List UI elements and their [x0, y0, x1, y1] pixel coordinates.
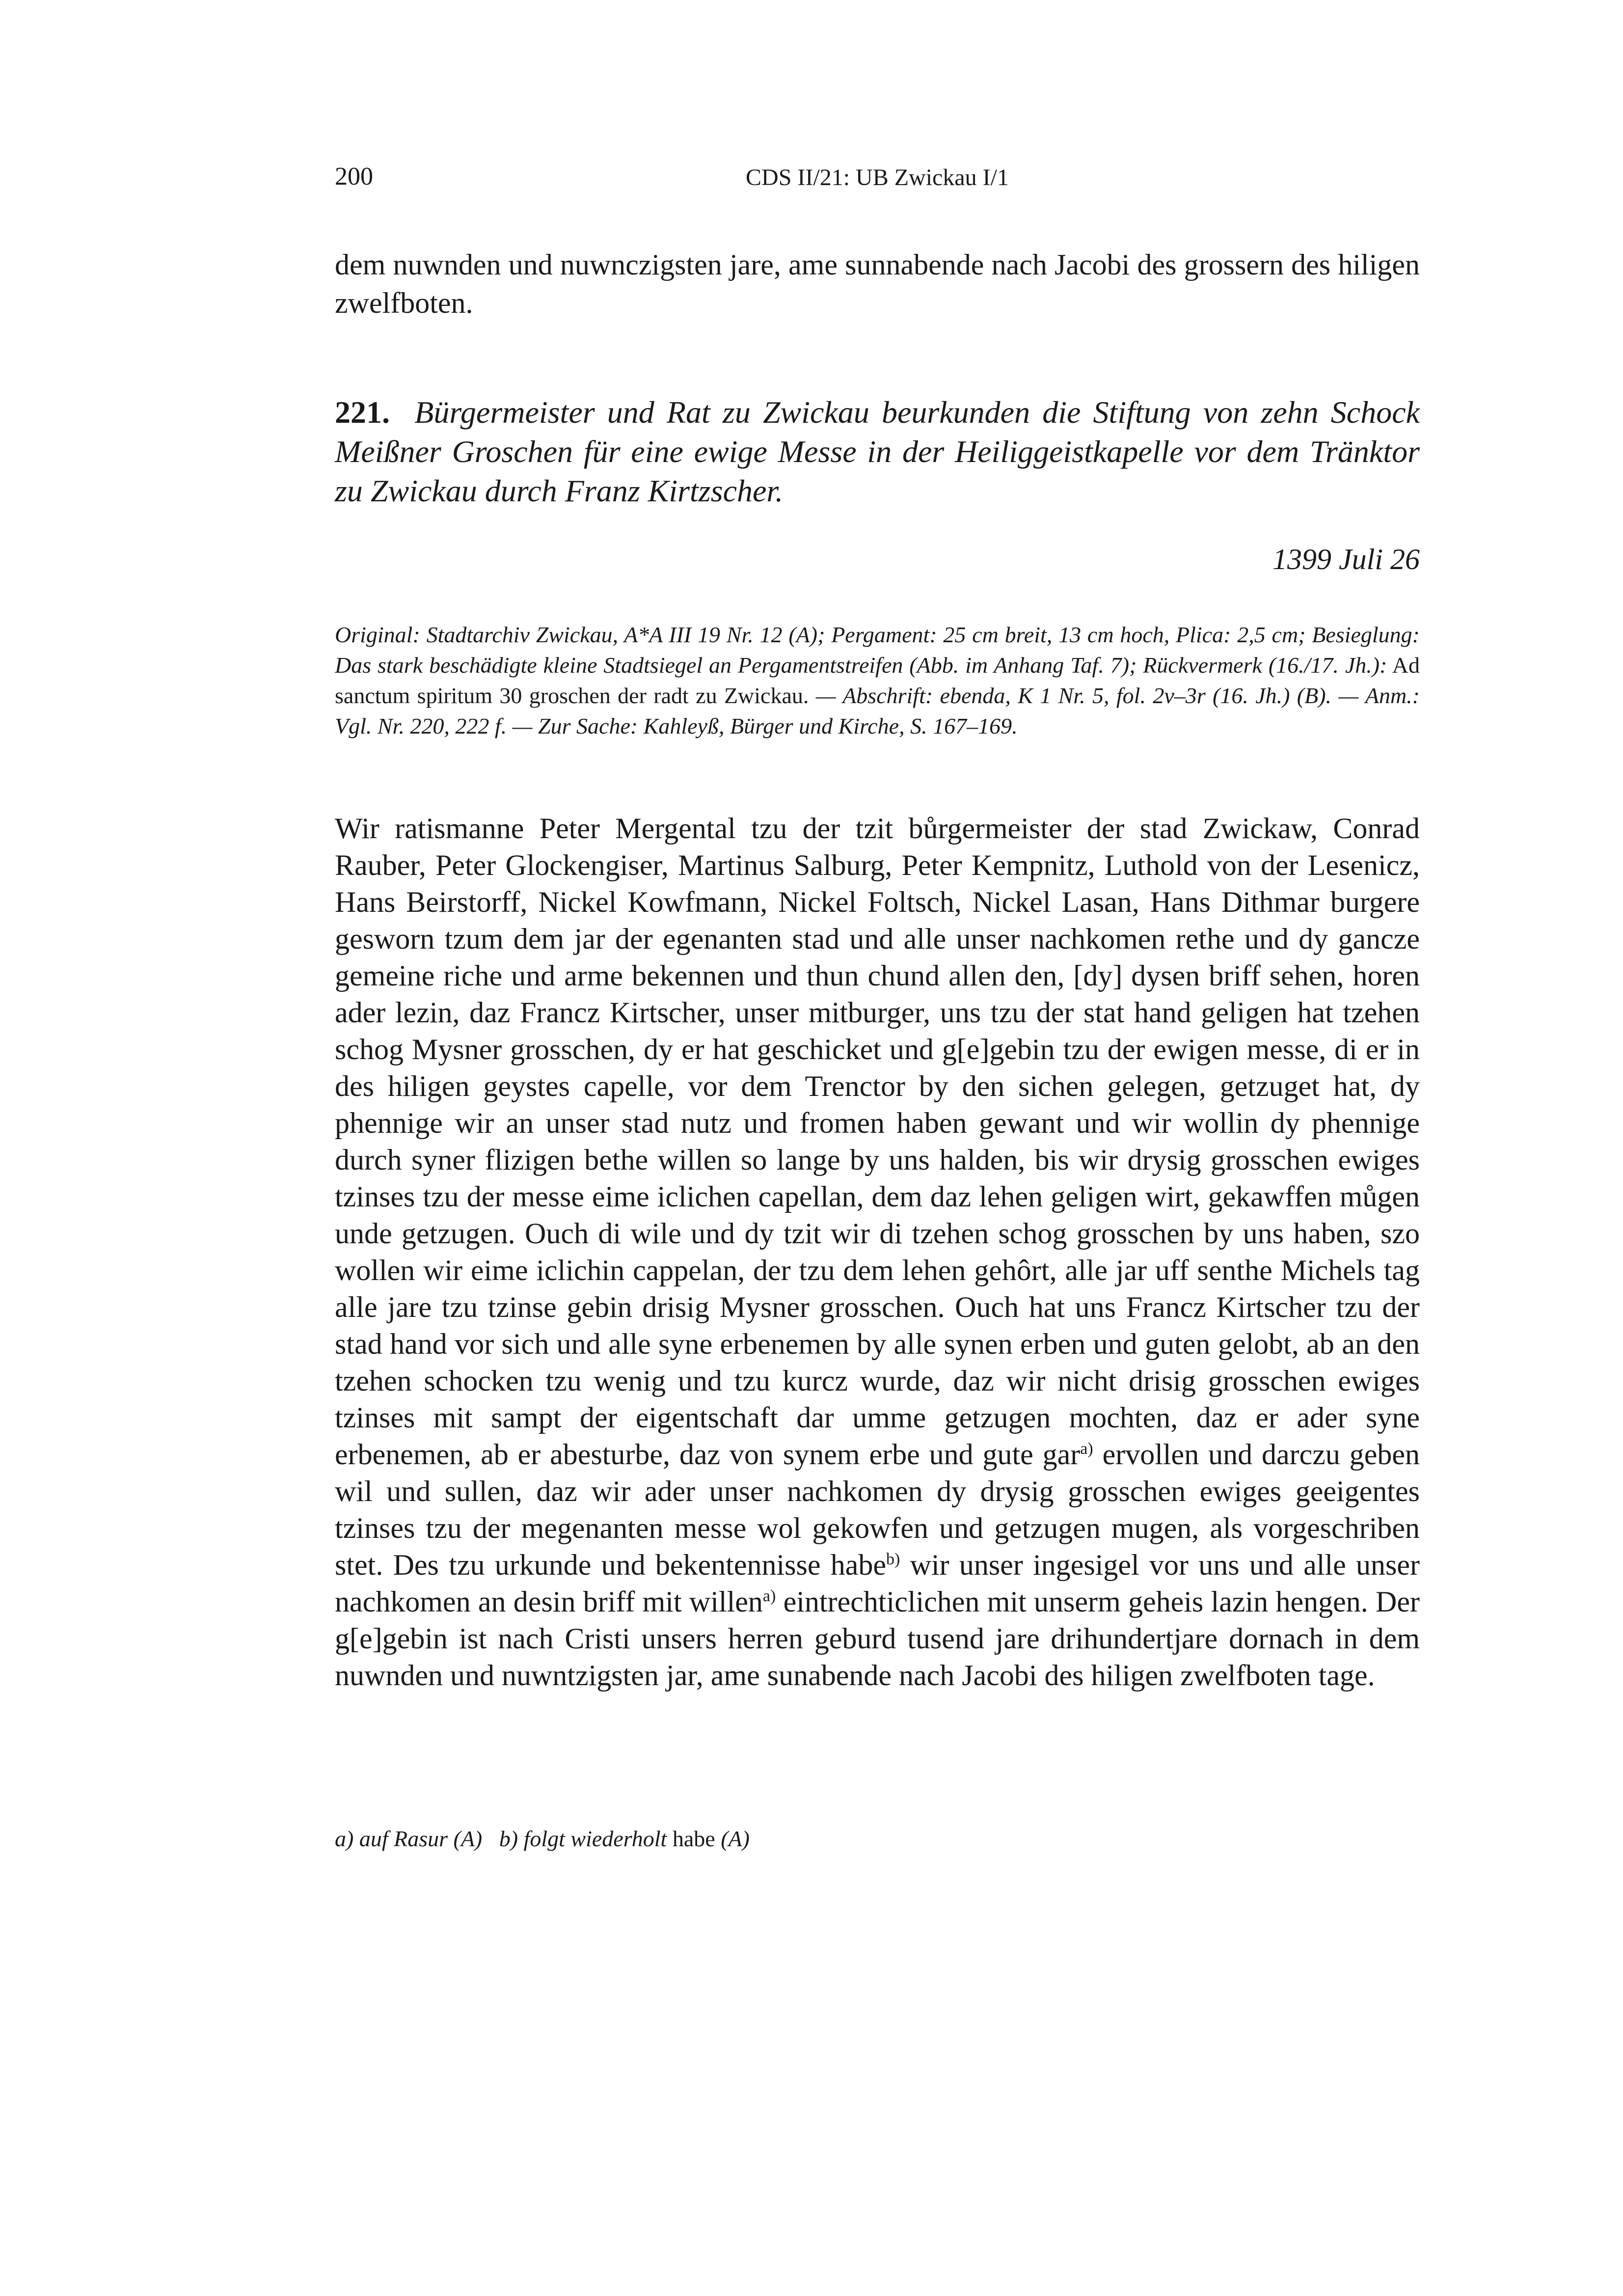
- tradition-dorsal-note: Ad sanctum spiritum 30 groschen der radt zu Zwickau.: [335, 653, 1420, 708]
- document-regest: Bürgermeister und Rat zu Zwickau beurkunden die Stiftung von zehn Schock Meißner Groschen für eine ewige Messe in der Heiliggeistkapelle vor dem Tränktor zu Zwickau durch Franz Kirtzscher.: [335, 395, 1420, 508]
- tradition-apparatus: [335, 620, 1420, 741]
- tradition-copy-notes: — Abschrift: ebenda, K 1 Nr. 5, fol. 2v–3r (16. Jh.) (B). — Anm.: Vgl. Nr. 220, 222 f. — Zur Sache: Kahleyß, Bürger und Kirche, S. 167–169.: [335, 683, 1420, 738]
- document-heading: [335, 393, 1420, 511]
- footnote-marker-b: b): [886, 1550, 900, 1568]
- page-number: 200: [335, 163, 373, 191]
- footnote-marker-a: a): [762, 1587, 776, 1605]
- previous-document-end: dem nuwnden und nuwnczigsten jare, ame sunnabende nach Jacobi des grossern des hiligen zwelfboten.: [335, 248, 1420, 319]
- charter-text-segment: eintrechticlichen mit unserm geheis lazin hengen. Der g[e]gebin ist nach Cristi unsers herren geburd tusend jare drihundertjare dornach in dem nuwnden und nuwntzigsten jar, ame sunabende nach Jacobi des hiligen zwelfboten tage.: [335, 1585, 1420, 1692]
- footnote-marker-a: a): [1080, 1440, 1093, 1458]
- document-date: 1399 Juli 26: [1272, 543, 1420, 575]
- charter-text-segment: wir unser ingesigel vor uns und alle unser nachkomen an desin briff mit willen: [335, 1549, 1420, 1618]
- running-head: CDS II/21: UB Zwickau I/1: [746, 164, 1009, 191]
- charter-text-segment: ervollen und darczu geben wil und sullen, daz wir ader unser nachkomen dy drysig grosschen ewiges geeigentes tzinses tzu der megenanten messe wol gekowfen und getzugen mugen, als vorgeschriben stet. Des tzu urkunde und bekentennisse habe: [335, 1438, 1420, 1581]
- page-header: [335, 162, 1420, 206]
- charter-text-segment: Wir ratismanne Peter Mergental tzu der tzit bůrgermeister der stad Zwickaw, Conrad Rauber, Peter Glockengiser, Martinus Salburg, Peter Kempnitz, Luthold von der Lesenicz, Hans Beirstorff, Nickel Kowfmann, Nickel Foltsch, Nickel Lasan, Hans Dithmar burgere gesworn tzum dem jar der egenanten stad und alle unser nachkomen rethe und dy gancze gemeine riche und arme bekennen und thun chund allen den, [dy] dysen briff sehen, horen ader lezin, daz Francz Kirtscher, unser mitburger, uns tzu der stat hand geligen hat tzehen schog Mysner grosschen, dy er hat geschicket und g[e]gebin tzu der ewigen messe, di er in des hiligen geystes capelle, vor dem Trenctor by den sichen gelegen, getzuget hat, dy phennige wir an unser stad nutz und fromen haben gewant und wir wollin dy phennige durch syner flizigen bethe willen so lange by uns halden, bis wir drysig grosschen ewiges tzinses tzu der messe eime iclichen capellan, dem daz lehen geligen wirt, gekawffen můgen unde getzugen. Ouch di wile und dy tzit wir di tzehen schog grosschen by uns haben, szo wollen wir eime iclichin cappelan, der tzu dem lehen gehôrt, alle jar uff senthe Michels tag alle jare tzu tzinse gebin drisig Mysner grosschen. Ouch hat uns Francz Kirtscher tzu der stad hand vor sich und alle syne erbenemen by alle synen erben und guten gelobt, ab an den tzehen schocken tzu wenig und tzu kurcz wurde, daz wir nicht drisig grosschen ewiges tzinses mit sampt der eigentschaft dar umme getzugen mochten, daz er ader syne erbenemen, ab er abesturbe, daz von synem erbe und gute gar: [335, 812, 1420, 1471]
- footnote-b: b) folgt wiederholt: [499, 1826, 667, 1851]
- charter-text: [335, 810, 1420, 1694]
- footnote-a: a) auf Rasur (A): [335, 1826, 483, 1851]
- footnotes: [335, 1824, 1420, 1854]
- footnote-b-siglum: (A): [715, 1826, 750, 1851]
- document-number: 221.: [335, 395, 390, 430]
- footnote-b-word: habe: [667, 1826, 715, 1851]
- tradition-original: Original: Stadtarchiv Zwickau, A*A III 19 Nr. 12 (A); Pergament: 25 cm breit, 13 cm hoch, Plica: 2,5 cm; Besieglung: Das stark beschädigte kleine Stadtsiegel an Pergamentstreifen (Abb. im Anhang Taf. 7); Rückvermerk (16./17. Jh.):: [335, 622, 1420, 678]
